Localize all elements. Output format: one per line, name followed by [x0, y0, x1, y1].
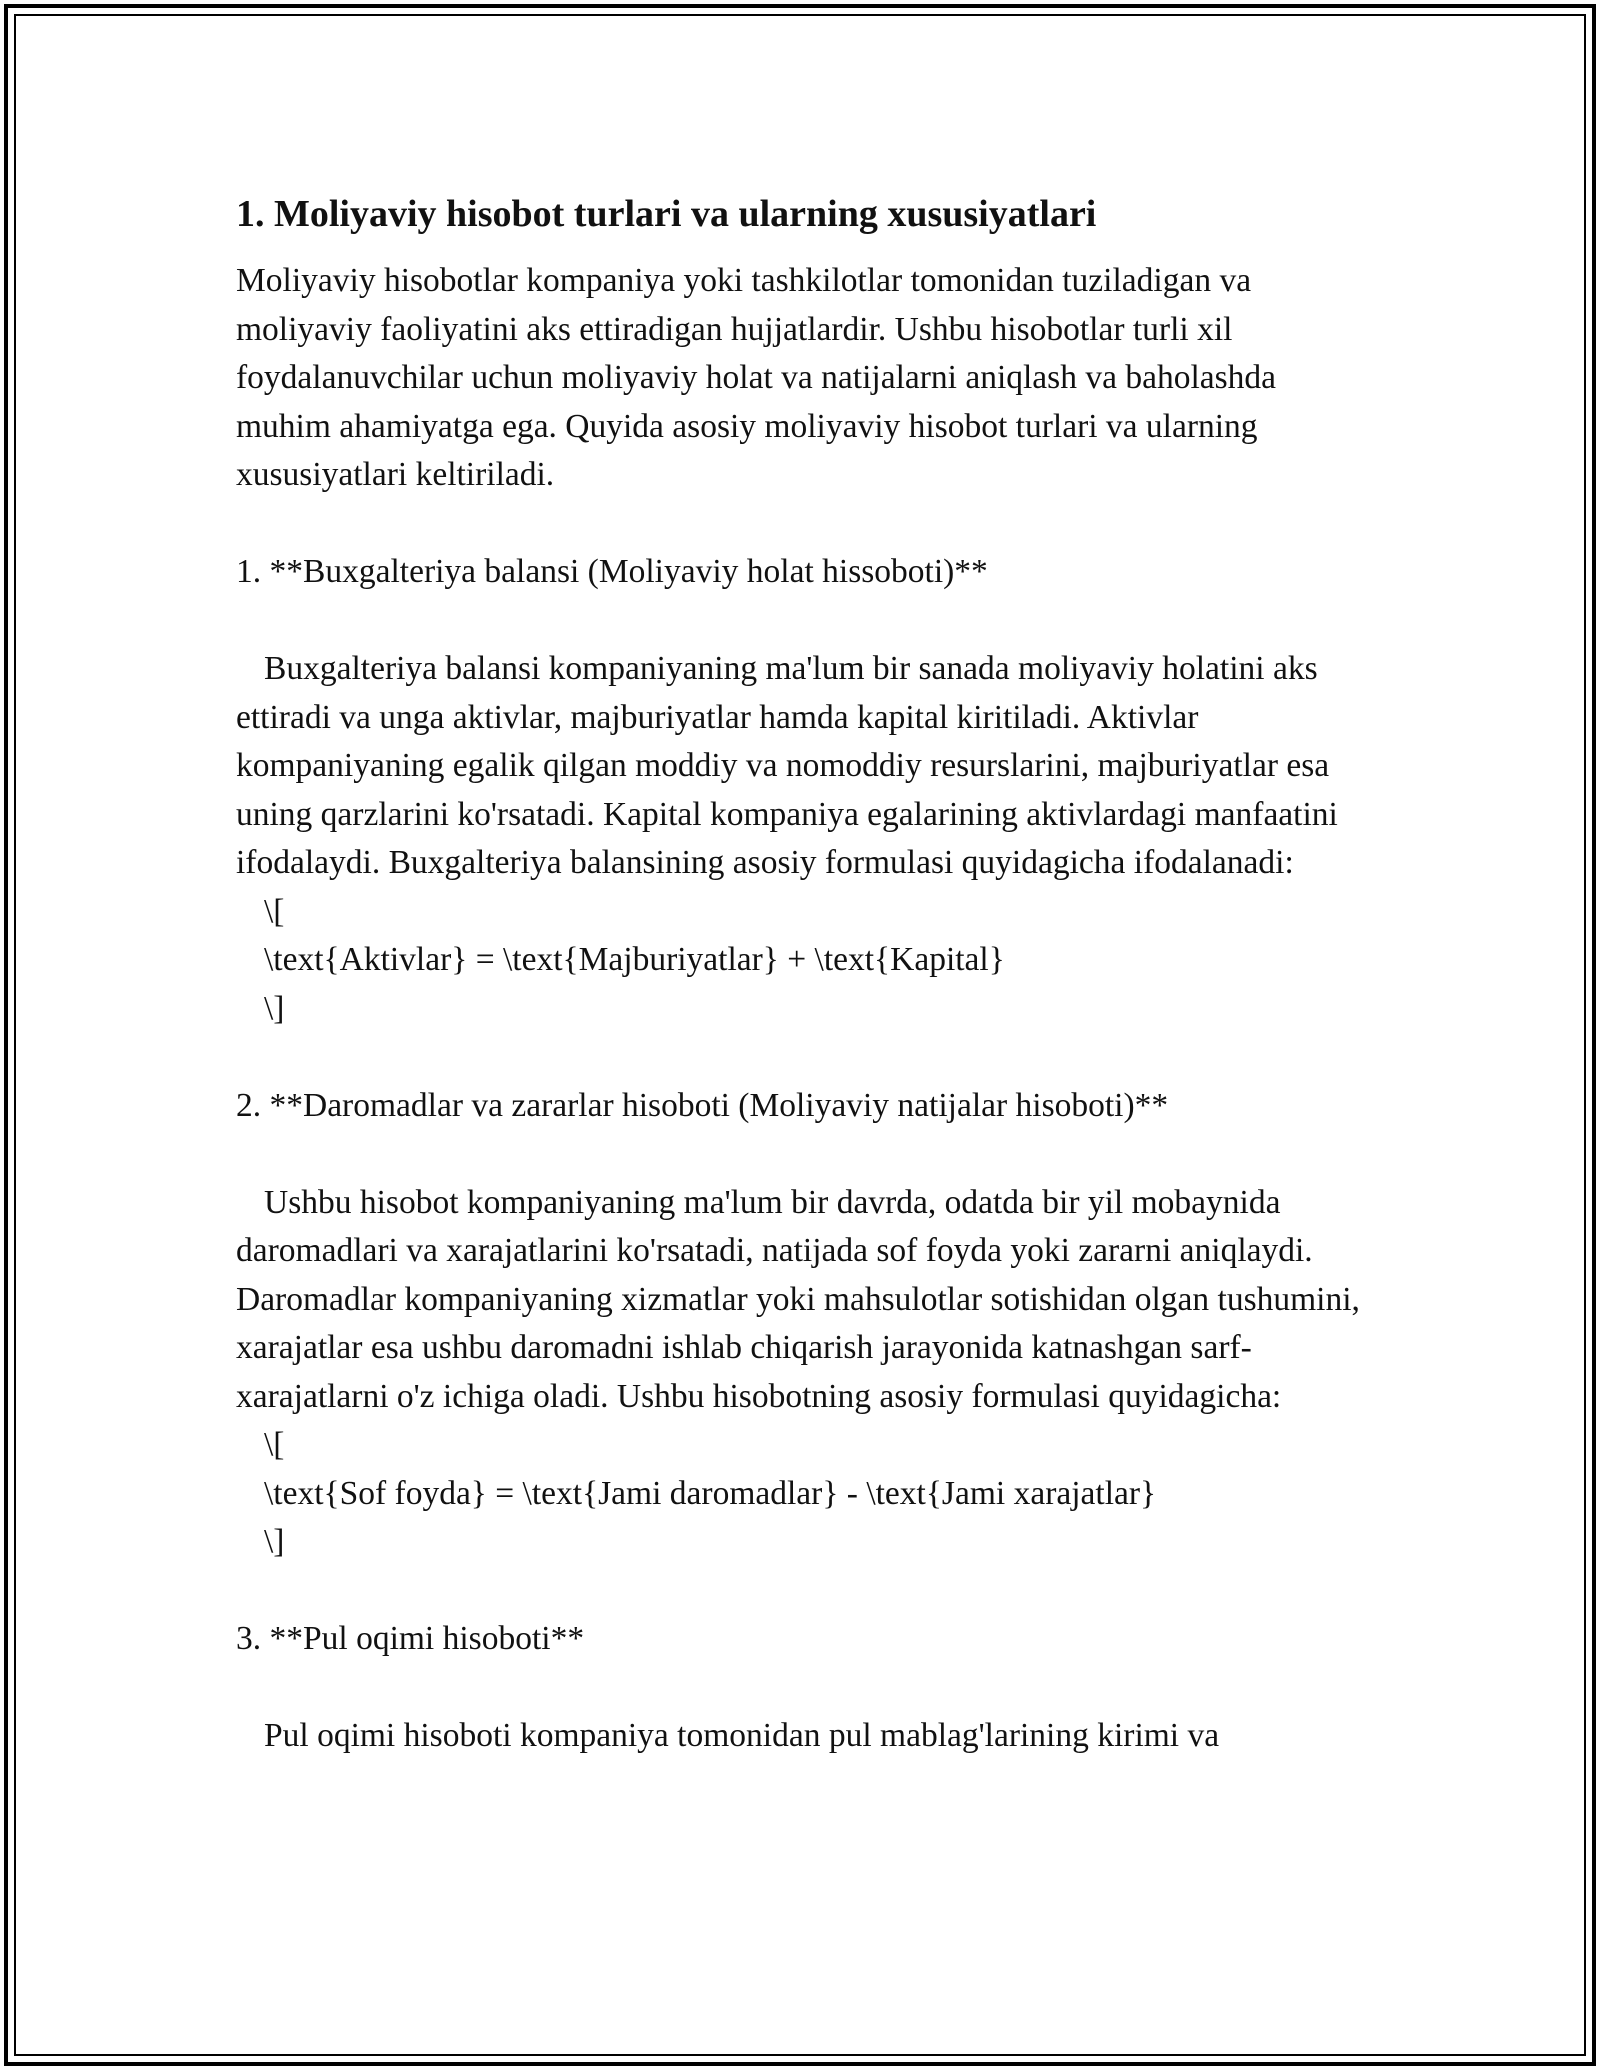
- section-heading: 3. **Pul oqimi hisoboti**: [236, 1620, 585, 1657]
- section-balance: [236, 548, 1366, 1033]
- formula-close: \]: [264, 989, 285, 1027]
- document-title: 1. Moliyaviy hisobot turlari va ularning xususiyatlari: [236, 193, 1097, 235]
- intro-paragraph: Moliyaviy hisobotlar kompaniya yoki tashkilotlar tomonidan tuziladigan va moliyaviy faoliyatini aks ettiradigan hujjatlardir. Ushbu hisobotlar turli xil foydalanuvchilar uchun moliyaviy holat va natijalarni aniqlash va baholashda muhim ahamiyatga ega. Quyida asosiy moliyaviy hisobot turlari va ularning xususiyatlari keltiriladi.: [236, 262, 1277, 493]
- section-cash-flow: [236, 1615, 1366, 1761]
- section-body: Buxgalteriya balansi kompaniyaning ma'lum bir sanada moliyaviy holatini aks ettiradi va unga aktivlar, majburiyatlar hamda kapital kiritiladi. Aktivlar kompaniyaning egalik qilgan moddiy va nomoddiy resurslarini, majburiyatlar esa uning qarzlarini ko'rsatadi. Kapital kompaniya egalarining aktivlardagi manfaatini ifodalaydi. Buxgalteriya balansining asosiy formulasi quyidagicha ifodalanadi:: [236, 650, 1338, 881]
- formula-line: \text{Sof foyda} = \text{Jami daromadlar} - \text{Jami xarajatlar}: [264, 1474, 1157, 1512]
- formula-open: \[: [264, 892, 285, 930]
- formula-close: \]: [264, 1523, 285, 1560]
- section-heading: 1. **Buxgalteriya balansi (Moliyaviy holat hissoboti)**: [236, 553, 988, 590]
- section-heading: 2. **Daromadlar va zararlar hisoboti (Moliyaviy natijalar hisoboti)**: [236, 1086, 1169, 1124]
- formula-line: \text{Aktivlar} = \text{Majburiyatlar} + \text{Kapital}: [264, 941, 1005, 978]
- formula-open: \[: [264, 1426, 285, 1463]
- section-body: Ushbu hisobot kompaniyaning ma'lum bir davrda, odatda bir yil mobaynida daromadlari va xarajatlarini ko'rsatadi, natijada sof foyda yoki zararni aniqlaydi. Daromadlar kompaniyaning xizmatlar yoki mahsulotlar sotishidan olgan tushumini, xarajatlar esa ushbu daromadni ishlab chiqarish jarayonida katnashgan sarf-xarajatlarni o'z ichiga oladi. Ushbu hisobotning asosiy formulasi quyidagicha:: [236, 1183, 1360, 1415]
- section-income-statement: [236, 1082, 1366, 1567]
- document-page: [236, 185, 1366, 1761]
- section-body: Pul oqimi hisoboti kompaniya tomonidan pul mablag'larining kirimi va: [264, 1717, 1220, 1754]
